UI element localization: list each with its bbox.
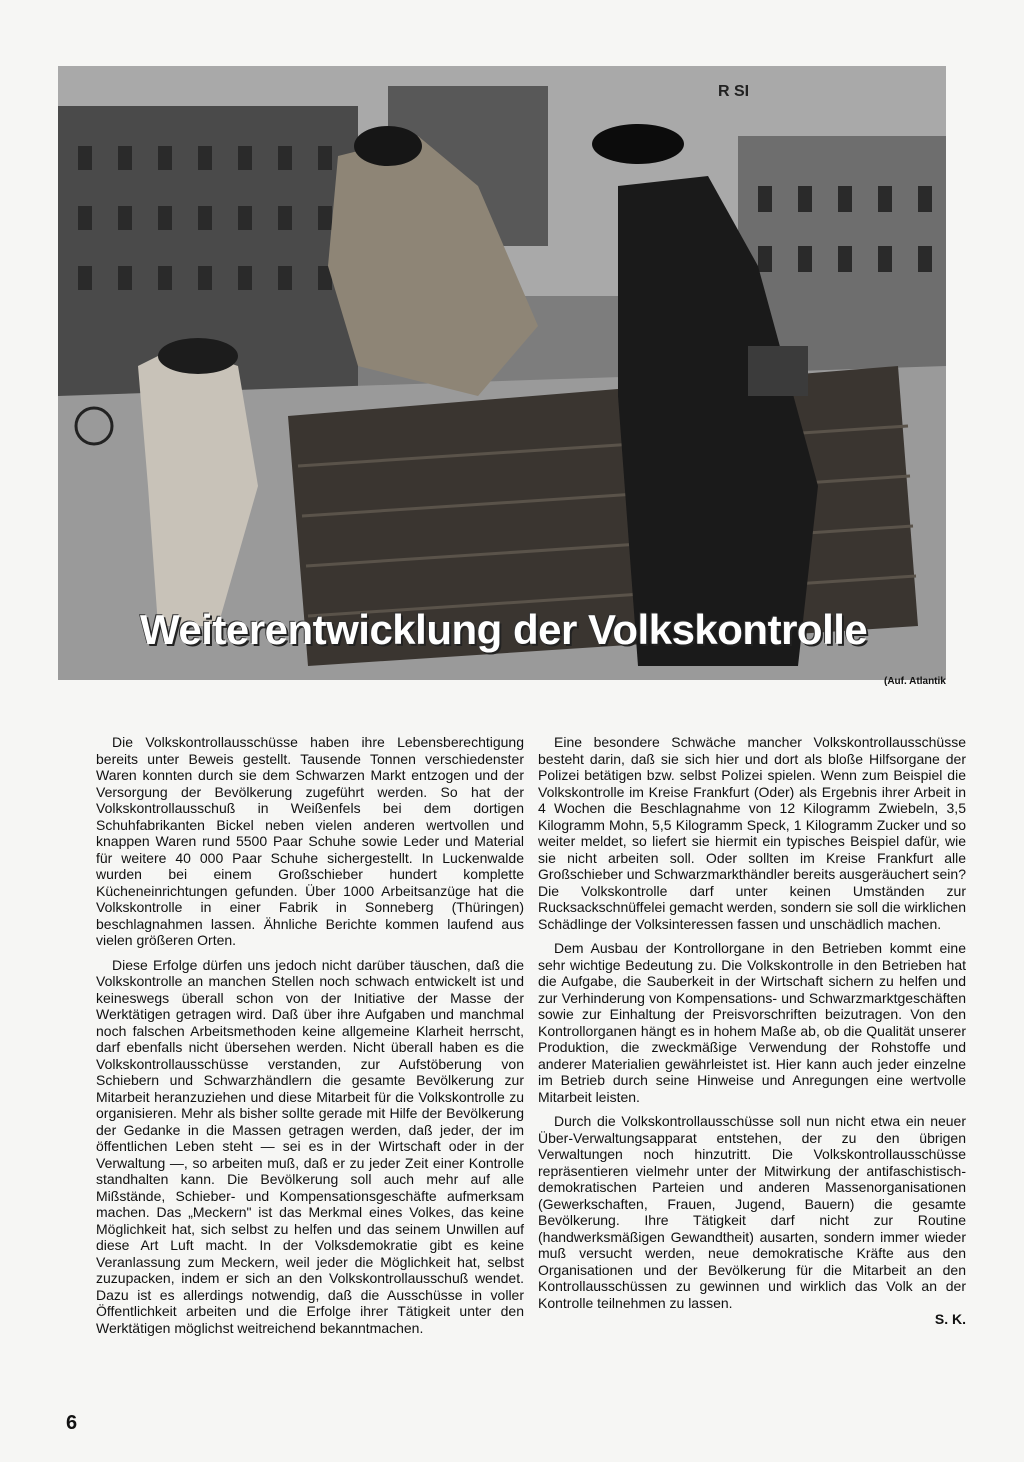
paragraph: Die Volkskontrollausschüsse haben ihre Lebensberechtigung bereits unter Beweis gestellt. Tausende Tonnen verschiedenster Waren konnten durch sie dem Schwarzen Markt entzogen und der Versorgung der Bevölkerung zugeführt werden. So hat der Volkskontrollausschuß in Weißenfels bei dem dortigen Schuhfabrikanten Bickel neben vielen anderen wertvollen und knappen Waren rund 5500 Paar Schuhe sowie Leder und Material für weitere 40 000 Paar Schuhe sichergestellt. In Luckenwalde wurden bei einem Großschieber hundert komplette Kücheneinrichtungen gefunden. Über 1000 Arbeitsanzüge hat die Volkskontrolle in einer Fabrik in Sonneberg (Thüringen) beschlagnahmen lassen. Ähnliche Berichte kommen laufend aus vielen größeren Orten. — [96, 734, 524, 948]
article-photo — [58, 66, 946, 680]
author-signature: S. K. — [934, 1311, 966, 1327]
paragraph: Durch die Volkskontrollausschüsse soll nun nicht etwa ein neuer Über-Verwaltungsapparat entstehen, der zu den übrigen Verwaltungen noch hinzutritt. Die Volkskontrollausschüsse repräsentieren vielmehr unter der Mitwirkung der antifaschistisch-demokratischen Parteien und anderen Massenorganisationen (Gewerkschaften, Frauen, Jugend, Bauern) die gesamte Bevölkerung. Ihre Tätigkeit darf nicht zur Routine (handwerksmäßigen Gewandtheit) ausarten, sondern immer wieder muß versucht werden, neue demokratische Kräfte aus den Organisationen und der Bevölkerung für die Mitarbeit an den Kontrollausschüssen zu gewinnen und wirklich das Volk an der Kontrolle teilnehmen zu lassen. — [538, 1113, 966, 1311]
paragraph: Dem Ausbau der Kontrollorgane in den Betrieben kommt eine sehr wichtige Bedeutung zu. Die Volkskontrolle in den Betrieben hat die Aufgabe, die Sauberkeit in der Wirtschaft sichern zu helfen und zur Verhinderung von Kompensations- und Schwarzmarktgeschäften sowie zur Einhaltung der Preisvorschriften beizutragen. Von den Kontrollorganen hängt es in hohem Maße ab, ob die Qualität unserer Produktion, die zweckmäßige Verwendung der Rohstoffe und anderer Materialien gewährleistet ist. Hier kann auch jeder einzelne im Betrieb durch seine Hinweise und Anregungen eine wertvolle Mitarbeit leisten. — [538, 940, 966, 1105]
paragraph: Diese Erfolge dürfen uns jedoch nicht darüber täuschen, daß die Volkskontrolle an manchen Stellen noch schwach entwickelt ist und keineswegs überall schon von der Initiative der Masse der Werktätigen getragen wird. Daß über ihre Aufgaben und manchmal noch falschen Arbeitsmethoden keine allgemeine Klarheit herrscht, darf ebenfalls nicht übersehen werden. Nicht überall haben es die Volkskontrollausschüsse verstanden, zur Aufstöberung von Schiebern und Schwarzhändlern die gesamte Bevölkerung zur Mitarbeit heranzuziehen und diese Mitarbeit für die Volkskontrolle zu organisieren. Mehr als bisher sollte gerade mit Hilfe der Bevölkerung der Gedanke in die Massen getragen werden, daß jeder, der im öffentlichen Leben steht — sei es in der Wirtschaft oder in der Verwaltung —, so arbeiten muß, daß er zu jeder Zeit einer Kontrolle standhalten kann. Die Bevölkerung soll auch mehr auf alle Mißstände, Schieber- und Kompensationsgeschäfte aufmerksam machen. Das „Meckern" ist das Merkmal eines Volkes, das keine Möglichkeit hat, sich selbst zu helfen und das seinem Unwillen auf diese Art Luft macht. In der Volksdemokratie gibt es keine Veranlassung zum Meckern, weil jeder die Möglichkeit hat, selbst zuzupacken, indem er sich an den Volkskontrollausschuß wendet. Dazu ist es allerdings notwendig, daß die Ausschüsse in voller Öffentlichkeit arbeiten und die Erfolge ihrer Tätigkeit unter den Werktätigen möglichst weitreichend bekanntmachen. — [96, 956, 524, 1336]
photo-sign-text: R SI — [718, 83, 750, 100]
article-headline: Weiterentwicklung der Volkskontrolle — [140, 606, 868, 653]
photo-credit: (Auf. Atlantik — [884, 676, 946, 687]
page-number: 6 — [66, 1412, 78, 1434]
right-column — [538, 734, 966, 1328]
paragraph: Eine besondere Schwäche mancher Volkskontrollausschüsse besteht darin, daß sie sich hier und dort als bloße Hilfsorgane der Polizei betätigen bzw. selbst Polizei spielen. Wenn zum Beispiel die Volkskontrolle im Kreise Frankfurt (Oder) als Ergebnis ihrer Arbeit in 4 Wochen die Beschlagnahme von 12 Kilogramm Zwiebeln, 3,5 Kilogramm Mohn, 5,5 Kilogramm Speck, 1 Kilogramm Zucker und so weiter meldet, so liefert sie hiermit ein typisches Beispiel dafür, wie sie nicht arbeiten soll. Oder sollten im Kreise Frankfurt alle Großschieber und Schwarzmarkthändler bereits ausgeräuchert sein? Die Volkskontrolle darf unter keinen Umständen zur Rucksackschnüffelei gemacht werden, sondern sie soll die wirklichen Schädlinge der Volksinteressen fassen und unschädlich machen. — [538, 734, 966, 932]
left-column — [96, 734, 524, 1344]
photo-illustration — [58, 66, 946, 680]
